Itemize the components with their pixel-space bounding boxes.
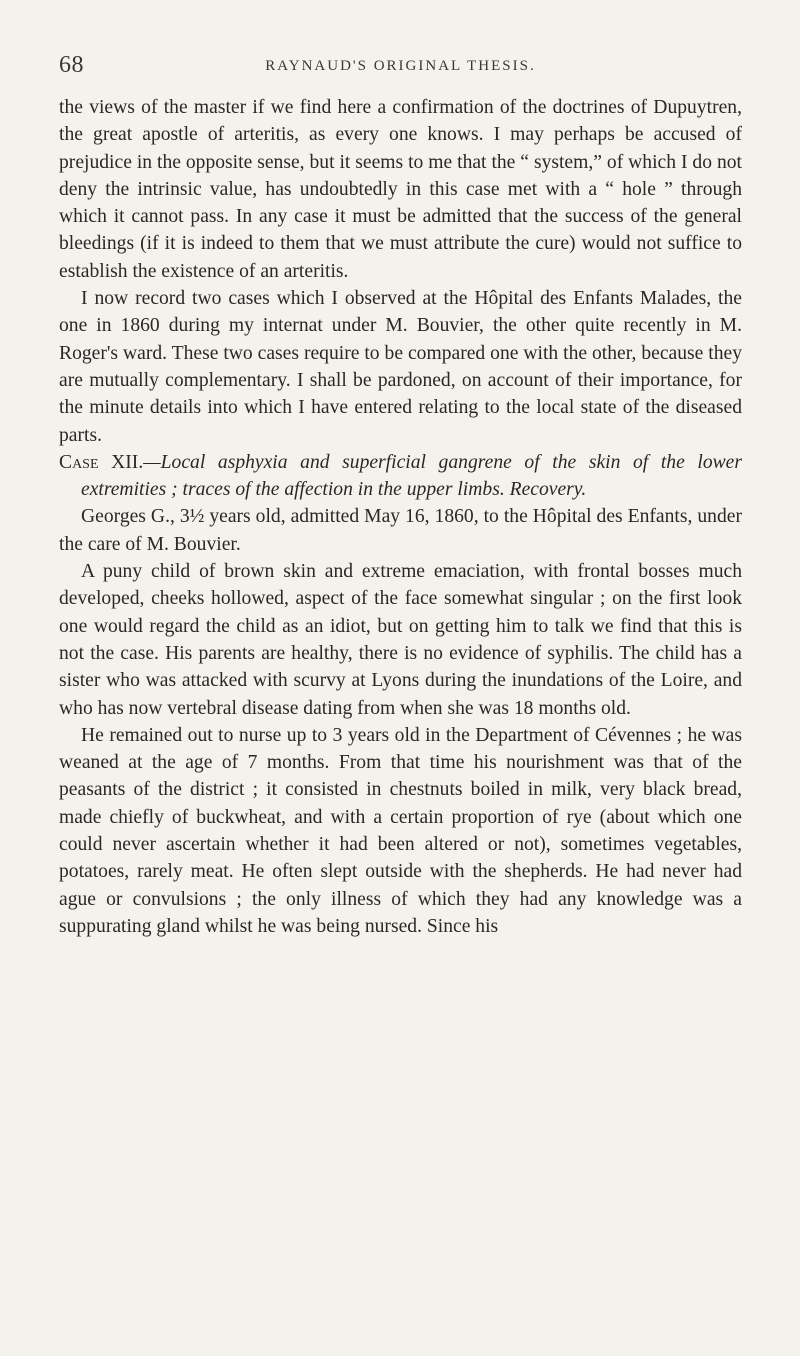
paragraph: the views of the master if we find here a confirmation of the doctrines of Dupuytren, the great apostle of arteritis, as every one knows. I may perhaps be accused of prejudice in the opposite sense, but it seems to me that the “ system,” of which I do not deny the intrinsic value, has undoubtedly in this case met with a “ hole ” through which it cannot pass. In any case it must be admitted that the success of the general bleedings (if it is indeed to them that we must attribute the cure) would not suffice to establish the existence of an arteritis. [59, 97, 742, 282]
paragraph: I now record two cases which I observed at the Hôpital des Enfants Malades, the one in 1860 during my internat under M. Bouvier, the other quite recently in M. Roger's ward. These two cases require to be compared one with the other, because they are mutually complementary. I shall be pardoned, on account of their importance, for the minute details into which I have entered relating to the local state of the diseased parts. [59, 288, 742, 446]
running-title: RAYNAUD'S ORIGINAL THESIS. [265, 58, 536, 74]
paragraph: Georges G., 3½ years old, admitted May 16, 1860, to the Hôpital des Enfants, under the care of M. Bouvier. [59, 506, 742, 555]
case-heading [59, 449, 742, 504]
running-head [59, 52, 742, 86]
body-text [59, 94, 742, 940]
paragraph: He remained out to nurse up to 3 years old in the Department of Cévennes ; he was weaned at the age of 7 months. From that time his nourishment was that of the peasants of the district ; it consisted in chestnuts boiled in milk, very black bread, made chiefly of buckwheat, and with a certain proportion of rye (about which one could never ascertain whether it had been altered or not), sometimes vegetables, potatoes, rarely meat. He often slept outside with the shepherds. He had never had ague or convulsions ; the only illness of which they had any knowledge was a suppurating gland whilst he was being nursed. Since his [59, 724, 742, 937]
case-label: Case XII. [59, 451, 144, 473]
page-number: 68 [59, 52, 84, 78]
case-title: —Local asphyxia and superficial gangrene of the skin of the lower extremities ; traces of the affection in the upper limbs. Recovery. [81, 451, 743, 501]
paragraph: A puny child of brown skin and extreme emaciation, with frontal bosses much developed, cheeks hollowed, aspect of the face somewhat singular ; on the first look one would regard the child as an idiot, but on getting him to talk we find that this is not the case. His parents are healthy, there is no evidence of syphilis. The child has a sister who was attacked with scurvy at Lyons during the inundations of the Loire, and who has now vertebral disease dating from when she was 18 months old. [59, 561, 742, 719]
